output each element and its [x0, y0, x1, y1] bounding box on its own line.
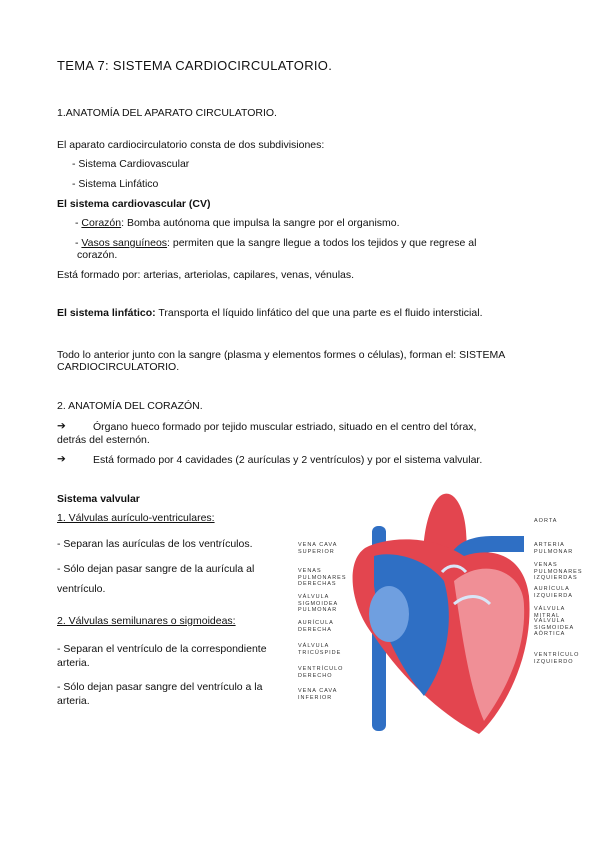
cv-heading: El sistema cardiovascular (CV): [57, 198, 211, 210]
list-item: - Sistema Linfático: [72, 178, 159, 190]
bullet-text: Está formado por 4 cavidades (2 aurículas y 2 ventrículos) y por el sistema valvular.: [93, 454, 483, 466]
diagram-label: VÁLVULA SIGMOIDEA AÓRTICA: [534, 618, 574, 637]
corazon-term: Corazón: [81, 217, 122, 229]
section2-heading: 2. ANATOMÍA DEL CORAZÓN.: [57, 400, 203, 412]
right-atrium-shape: [369, 586, 409, 642]
intro-text: El aparato cardiocirculatorio consta de dos subdivisiones:: [57, 139, 325, 151]
diagram-label: VENTRÍCULO DERECHO: [298, 666, 344, 679]
diagram-label: VÁLVULA SIGMOIDEA PULMONAR: [298, 594, 338, 613]
linfatico-text: Transporta el líquido linfático del que una parte es el fluido intersticial.: [155, 307, 483, 319]
valve-text: - Sólo dejan pasar sangre de la aurícula al: [57, 563, 255, 575]
valves-heading: Sistema valvular: [57, 493, 140, 505]
valve-text: - Sólo dejan pasar sangre del ventrículo a la: [57, 681, 263, 693]
page-title: TEMA 7: SISTEMA CARDIOCIRCULATORIO.: [57, 58, 333, 73]
dash: -: [75, 237, 82, 249]
linfatico-bold: El sistema linfático:: [57, 307, 156, 319]
bullet-text: detrás del esternón.: [57, 434, 150, 446]
valve-text: - Separan las aurículas de los ventrículos.: [57, 538, 253, 550]
dash: -: [75, 217, 82, 229]
summary-line-1: Todo lo anterior junto con la sangre (plasma y elementos formes o células), forman el: SISTEMA: [57, 349, 506, 361]
linfatico-line: [57, 306, 482, 320]
diagram-label: ARTERIA PULMONAR: [534, 542, 574, 555]
vasos-text: : permiten que la sangre llegue a todos los tejidos y que regrese al: [167, 237, 477, 249]
vasos-text-cont: corazón.: [77, 249, 118, 261]
valve-text: arteria.: [57, 695, 90, 707]
vasos-line: [75, 236, 476, 250]
diagram-label: VENTRÍCULO IZQUIERDO: [534, 652, 580, 665]
list-item: - Sistema Cardiovascular: [72, 158, 190, 170]
diagram-label: VENAS PULMONARES IZQUIERDAS: [534, 562, 583, 581]
corazon-text: : Bomba autónoma que impulsa la sangre por el organismo.: [121, 217, 400, 229]
diagram-label: VÁLVULA TRICÚSPIDE: [298, 643, 342, 656]
sl-heading: 2. Válvulas semilunares o sigmoideas:: [57, 615, 236, 627]
arrow-icon: ➔: [57, 453, 66, 465]
diagram-label: VÁLVULA MITRAL: [534, 606, 566, 619]
vasos-term: Vasos sanguíneos: [81, 237, 168, 249]
diagram-label: AURÍCULA IZQUIERDA: [534, 586, 573, 599]
bullet-text: Órgano hueco formado por tejido muscular estriado, situado en el centro del tórax,: [93, 421, 477, 433]
section1-heading: 1.ANATOMÍA DEL APARATO CIRCULATORIO.: [57, 107, 277, 119]
corazon-line: [75, 216, 400, 230]
valve-text: ventrículo.: [57, 583, 106, 595]
summary-line-2: CARDIOCIRCULATORIO.: [57, 361, 180, 373]
diagram-label: AORTA: [534, 518, 558, 524]
formed-text: Está formado por: arterias, arteriolas, capilares, venas, vénulas.: [57, 269, 355, 281]
diagram-label: VENA CAVA INFERIOR: [298, 688, 338, 701]
arrow-icon: ➔: [57, 420, 66, 432]
diagram-label: AURÍCULA DERECHA: [298, 620, 334, 633]
valve-text: arteria.: [57, 657, 90, 669]
valve-text: - Separan el ventrículo de la correspondiente: [57, 643, 267, 655]
diagram-label: VENA CAVA SUPERIOR: [298, 542, 338, 555]
av-heading: 1. Válvulas aurículo-ventriculares:: [57, 512, 215, 524]
diagram-label: VENAS PULMONARES DERECHAS: [298, 568, 347, 587]
